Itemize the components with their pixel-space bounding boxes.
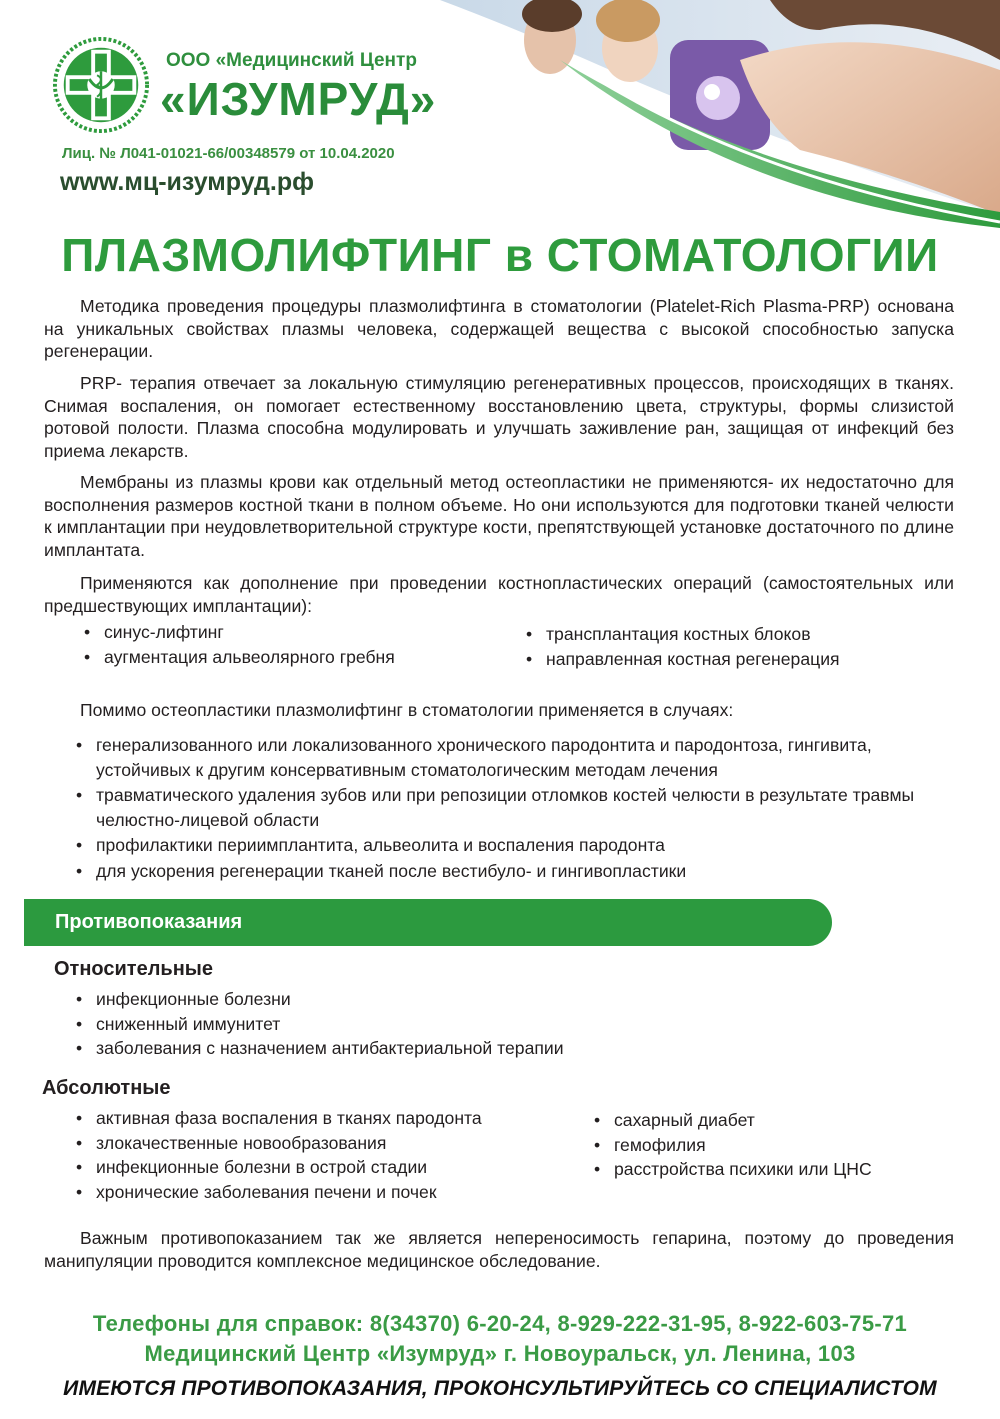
list-item: • генерализованного или локализованного хронического пародонтита и пародонтоза, гингивита, устойчивых к другим консервативным стоматологическим методам лечения [74, 733, 954, 782]
absolute-list-right [592, 1108, 872, 1182]
relative-list [74, 987, 564, 1061]
company-name: «ИЗУМРУД» [160, 73, 437, 125]
list-item: • сниженный иммунитет [74, 1012, 564, 1037]
list-item: • инфекционные болезни [74, 987, 564, 1012]
contraindications-label: Противопоказания [55, 911, 243, 933]
list-item: • злокачественные новообразования [74, 1131, 482, 1156]
list-item: • синус-лифтинг [82, 620, 395, 645]
contact-phones: Телефоны для справок: 8(34370) 6-20-24, 8-929-222-31-95, 8-922-603-75-71 [92, 1311, 908, 1336]
heparin-note: Важным противопоказанием так же является непереносимость гепарина, поэтому до проведения манипуляции проводится комплексное медицинское обследование. [44, 1228, 954, 1271]
intro-paragraph-2: PRP- терапия отвечает за локальную стимуляцию регенеративных процессов, происходящих в тканях. Снимая воспаления, он помогает естественному восстановлению цвета, структуры, формы слизистой ротовой полости. Плазма способна модулировать и улучшать заживление ран, защищая от инфекций без приема лекарств. [44, 373, 954, 461]
absolute-list-left [74, 1106, 482, 1204]
website-link[interactable]: www.мц-изумруд.рф [60, 168, 314, 196]
list-item: • травматического удаления зубов или при репозиции отломков костей челюсти в результате травмы челюстно-лицевой области [74, 783, 954, 832]
list-item: • заболевания с назначением антибактериальной терапии [74, 1036, 564, 1061]
cases-intro: Помимо остеопластики плазмолифтинг в стоматологии применяется в случаях: [80, 700, 734, 720]
header-photo-collage [440, 0, 1000, 228]
warning-notice: ИМЕЮТСЯ ПРОТИВОПОКАЗАНИЯ, ПРОКОНСУЛЬТИРУЙТЕСЬ СО СПЕЦИАЛИСТОМ [63, 1377, 937, 1400]
list-item: • расстройства психики или ЦНС [592, 1157, 872, 1182]
caduceus-cross-icon [52, 36, 150, 134]
company-prefix: ООО «Медицинский Центр [166, 50, 417, 71]
list-item: • сахарный диабет [592, 1108, 872, 1133]
list-item: • профилактики периимплантита, альвеолита и воспаления пародонта [74, 833, 954, 858]
cases-list [74, 733, 954, 884]
list-item: • аугментация альвеолярного гребня [82, 645, 395, 670]
applications-list-left [82, 620, 395, 669]
absolute-heading: Абсолютные [42, 1077, 171, 1099]
relative-heading: Относительные [54, 958, 214, 980]
list-item: • направленная костная регенерация [524, 647, 840, 672]
applications-list-right [524, 622, 840, 671]
list-item: • хронические заболевания печени и почек [74, 1180, 482, 1205]
intro-paragraph-1: Методика проведения процедуры плазмолифтинга в стоматологии (Platelet-Rich Plasma-PRP) основана на уникальных свойствах плазмы человека, содержащей вещества с высокой способностью запуска регенерации. [44, 296, 954, 361]
list-item: • гемофилия [592, 1133, 872, 1158]
license-number: Лиц. № Л041-01021-66/00348579 от 10.04.2020 [62, 145, 395, 162]
intro-paragraph-4: Применяются как дополнение при проведении костнопластических операций (самостоятельных или предшествующих имплантации): [44, 573, 954, 616]
intro-paragraph-3: Мембраны из плазмы крови как отдельный метод остеопластики не применяются- их недостаточно для восполнения размеров костной ткани в полном объеме. Но они используются для подготовки тканей челюсти к имплантации при неудовлетворительной структуре кости, препятствующей установке достаточного по длине имплантата. [44, 472, 954, 560]
list-item: • активная фаза воспаления в тканях пародонта [74, 1106, 482, 1131]
page-title: ПЛАЗМОЛИФТИНГ в СТОМАТОЛОГИИ [61, 229, 939, 281]
list-item: • для ускорения регенерации тканей после вестибуло- и гингивопластики [74, 859, 954, 884]
list-item: • трансплантация костных блоков [524, 622, 840, 647]
clinic-address: Медицинский Центр «Изумруд» г. Новоуральск, ул. Ленина, 103 [144, 1341, 856, 1366]
list-item: • инфекционные болезни в острой стадии [74, 1155, 482, 1180]
